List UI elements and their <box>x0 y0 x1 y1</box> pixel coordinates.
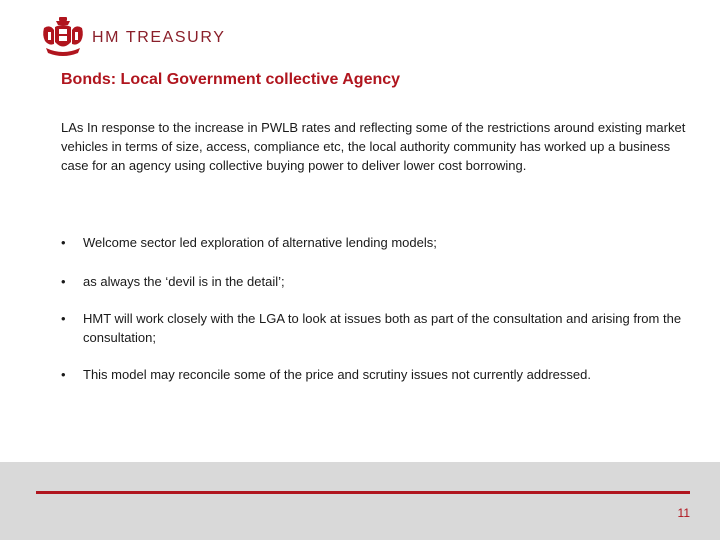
bullet-text: Welcome sector led exploration of alternative lending models; <box>83 235 437 250</box>
bullet-item <box>61 365 691 384</box>
organisation-name: HM TREASURY <box>92 29 226 46</box>
bullet-text: HMT will work closely with the LGA to look at issues both as part of the consultation and arising from the consultation; <box>83 311 682 345</box>
bullet-text: This model may reconcile some of the price and scrutiny issues not currently addressed. <box>83 367 591 382</box>
bullet-dot-icon: • <box>61 274 66 289</box>
bullet-dot-icon: • <box>61 235 66 250</box>
royal-crest-icon <box>40 16 86 60</box>
bullet-item <box>61 309 691 347</box>
intro-paragraph: LAs In response to the increase in PWLB rates and reflecting some of the restrictions around existing market vehicles in terms of size, access, compliance etc, the local authority community has worked up a business case for an agency using collective buying power to deliver lower cost borrowing. <box>61 120 686 173</box>
footer-divider <box>36 491 690 494</box>
bullet-list <box>61 233 691 384</box>
bullet-dot-icon: • <box>61 311 66 326</box>
page-number: 11 <box>677 506 690 520</box>
bullet-dot-icon: • <box>61 367 66 382</box>
bullet-item <box>61 233 691 252</box>
footer-band <box>0 462 720 540</box>
bullet-text: as always the ‘devil is in the detail’; <box>83 274 285 289</box>
hm-treasury-logo <box>40 16 230 60</box>
bullet-item <box>61 272 691 291</box>
slide-title: Bonds: Local Government collective Agency <box>61 71 401 88</box>
